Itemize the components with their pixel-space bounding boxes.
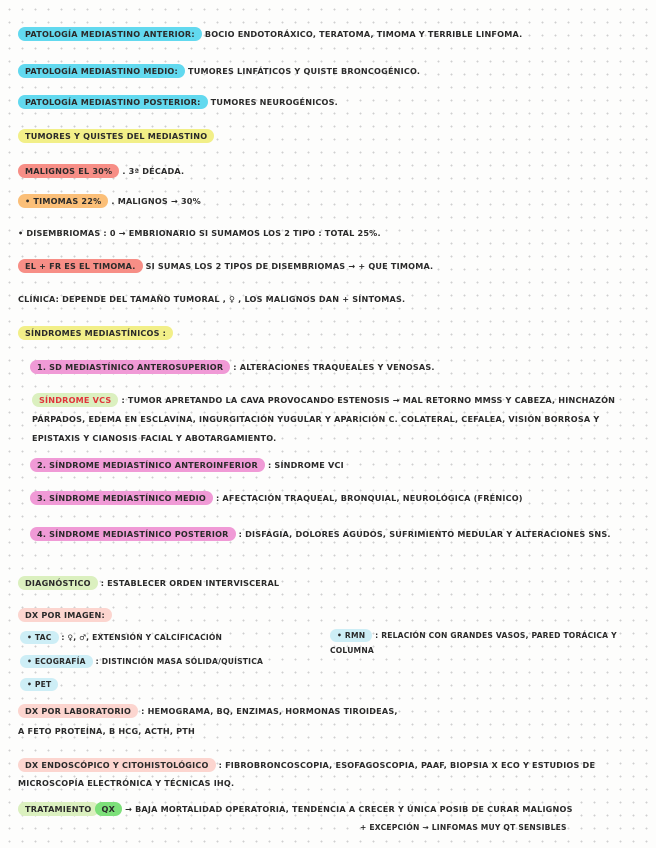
line-text: • DISEMBRIOMAS : 0 → EMBRIONARIO SI SUMAMOS LOS 2 TIPO : TOTAL 25%. <box>18 228 381 238</box>
heading-highlight: 1. SD MEDIASTÍNICO ANTEROSUPERIOR <box>30 360 230 374</box>
line-tratamiento <box>18 800 643 819</box>
line-text: : AFECTACIÓN TRAQUEAL, BRONQUIAL, NEUROLÓGICA (FRÉNICO) <box>212 493 523 503</box>
line-text: SI SUMAS LOS 2 TIPOS DE DISEMBRIOMAS → + QUE TIMOMA. <box>142 261 434 271</box>
line-diagnostico <box>18 578 643 589</box>
line-malignos <box>18 166 643 177</box>
heading-highlight: 4. SÍNDROME MEDIASTÍNICO POSTERIOR <box>30 527 236 541</box>
line-text: Α FETO PROTEÍNA, Β HCG, ACTH, PTH <box>18 726 195 736</box>
line-sindrome-vcs <box>32 391 644 448</box>
heading-highlight: • TAC <box>20 631 59 644</box>
line-sd-anterosuperior <box>30 362 640 373</box>
line-text: : ESTABLECER ORDEN INTERVISCERAL <box>97 578 280 588</box>
line-text: : HEMOGRAMA, BQ, ENZIMAS, HORMONAS TIROIDEAS, <box>138 706 398 716</box>
line-patologia-posterior <box>18 97 643 108</box>
line-text: : ALTERACIONES TRAQUEALES Y VENOSAS. <box>230 362 435 372</box>
heading-highlight: • TIMOMAS 22% <box>18 194 108 208</box>
line-text: : RELACIÓN CON GRANDES VASOS, PARED TORÁCICA Y COLUMNA <box>330 631 617 655</box>
line-text: : FIBROBRONCOSCOPIA, ESOFAGOSCOPIA, PAAF, BIOPSIA X ECO Y ESTUDIOS DE MICROSCOPÍA ELECTRÓNICA Y TÉCNICAS IHQ. <box>18 760 596 788</box>
line-text: . 3ª DÉCADA. <box>119 166 185 176</box>
line-marcadores <box>18 726 643 737</box>
line-timomas <box>18 196 643 207</box>
heading-highlight: TRATAMIENTO <box>18 802 99 816</box>
line-text: : SÍNDROME VCI <box>264 460 344 470</box>
heading-highlight: DX POR LABORATORIO <box>18 704 138 718</box>
line-dx-imagen <box>18 610 643 621</box>
heading-highlight: MALIGNOS EL 30% <box>18 164 119 178</box>
line-sd-anteroinferior <box>30 460 640 471</box>
qx-highlight: QX <box>95 802 123 816</box>
heading-highlight: DIAGNÓSTICO <box>18 576 98 590</box>
heading-highlight: DX POR IMAGEN: <box>18 608 112 622</box>
heading-highlight: PATOLOGÍA MEDIASTINO POSTERIOR: <box>18 95 208 109</box>
line-text: + EXCEPCIÓN → LINFOMAS MUY QT SENSIBLES <box>360 823 567 832</box>
line-tac <box>20 632 222 643</box>
line-clinica <box>18 294 643 305</box>
line-text: : ♀, ♂, EXTENSIÓN Y CALCIFICACIÓN <box>58 633 223 642</box>
heading-highlight: • PET <box>20 678 58 691</box>
line-pet <box>20 679 58 690</box>
heading-highlight: SÍNDROME VCS <box>32 393 118 407</box>
heading-highlight: 2. SÍNDROME MEDIASTÍNICO ANTEROINFERIOR <box>30 458 265 472</box>
heading-highlight: PATOLOGÍA MEDIASTINO MEDIO: <box>18 64 185 78</box>
heading-highlight: TUMORES Y QUISTES DEL MEDIASTINO <box>18 129 214 143</box>
line-patologia-anterior <box>18 29 643 40</box>
heading-highlight: • RMN <box>330 629 372 642</box>
line-text: . MALIGNOS → 30% <box>108 196 201 206</box>
line-text: BOCIO ENDOTORÁXICO, TERATOMA, TIMOMA Y TERRIBLE LINFOMA. <box>201 29 523 39</box>
line-text: : DISFAGIA, DOLORES AGUDOS, SUFRIMIENTO MEDULAR Y ALTERACIONES SNS. <box>235 529 611 539</box>
line-fr-timoma <box>18 261 643 272</box>
line-text: : DISTINCIÓN MASA SÓLIDA/QUÍSTICA <box>92 657 264 666</box>
heading-highlight: 3. SÍNDROME MEDIASTÍNICO MEDIO <box>30 491 213 505</box>
line-text: TUMORES LINFÁTICOS Y QUISTE BRONCOGÉNICO. <box>184 66 421 76</box>
heading-highlight: EL + FR ES EL TIMOMA. <box>18 259 143 273</box>
section-title-tumores <box>18 131 643 142</box>
line-text: CLÍNICA: DEPENDE DEL TAMAÑO TUMORAL , ♀ , LOS MALIGNOS DAN + SÍNTOMAS. <box>18 294 406 304</box>
section-title-sindromes <box>18 328 643 339</box>
line-rmn <box>330 628 644 658</box>
line-sd-medio <box>30 493 640 504</box>
line-text: TUMORES NEUROGÉNICOS. <box>207 97 338 107</box>
line-disembriomas <box>18 228 643 239</box>
line-sd-posterior <box>30 526 640 543</box>
line-excepcion <box>360 822 567 833</box>
line-text: → BAJA MORTALIDAD OPERATORIA, TENDENCIA A CRECER Y ÚNICA POSIB DE CURAR MALIGNOS <box>122 804 573 814</box>
heading-highlight: DX ENDOSCÓPICO Y CITOHISTOLÓGICO <box>18 758 216 772</box>
line-dx-endoscopico <box>18 756 643 792</box>
line-text: : TUMOR APRETANDO LA CAVA PROVOCANDO ESTENOSIS → MAL RETORNO MMSS Y CABEZA, HINCHAZÓN PÁRPADOS, EDEMA EN ESCLAVINA, INGURGITACIÓN YUGULAR Y APARICIÓN C. COLATERAL, CEFALEA, VISIÓN BORROSA Y EPISTAXIS Y CIANOSIS FACIAL Y ABOTARGAMIENTO. <box>32 395 616 443</box>
heading-highlight: • ECOGRAFÍA <box>20 655 93 668</box>
line-patologia-medio <box>18 66 643 77</box>
heading-highlight: PATOLOGÍA MEDIASTINO ANTERIOR: <box>18 27 202 41</box>
line-dx-laboratorio <box>18 706 643 717</box>
heading-highlight: SÍNDROMES MEDIASTÍNICOS : <box>18 326 173 340</box>
line-ecografia <box>20 656 263 667</box>
